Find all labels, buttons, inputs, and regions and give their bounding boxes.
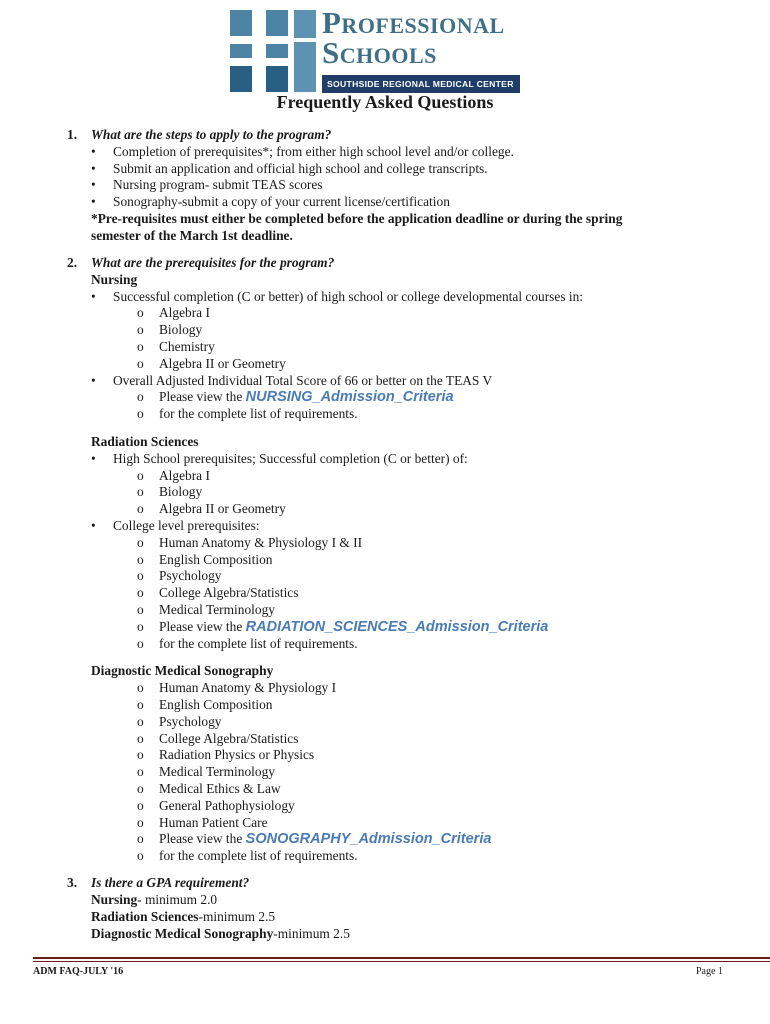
question-1 (55, 127, 695, 245)
list-item: • Overall Adjusted Individual Total Score of 66 or better on the TEAS V (91, 373, 695, 390)
logo-line-1: Professional (322, 5, 505, 40)
view-criteria-line: o Please view the RADIATION_SCIENCES_Admission_Criteria (137, 618, 549, 635)
view-criteria-suffix: o for the complete list of requirements. (137, 848, 358, 864)
course-item: o College Algebra/Statistics (137, 585, 299, 601)
list-item: • Nursing program- submit TEAS scores (91, 177, 695, 194)
faq-content (55, 127, 695, 943)
question-number: 1. (67, 127, 78, 142)
course-item: o Medical Terminology (137, 602, 275, 618)
course-item: o Human Anatomy & Physiology I (137, 680, 337, 696)
question-number: 2. (67, 255, 78, 271)
logo-wordmark (322, 5, 520, 93)
course-item: o Radiation Physics or Physics (137, 747, 315, 763)
prerequisite-note-continued: semester of the March 1st deadline. (91, 227, 293, 243)
course-item: o Biology (137, 484, 203, 500)
footer-page-number: Page 1 (696, 966, 723, 977)
course-item: o Psychology (137, 568, 222, 584)
course-item: o General Pathophysiology (137, 797, 295, 813)
footer-divider-thin (33, 961, 770, 962)
list-item: • Sonography-submit a copy of your current license/certification (91, 194, 695, 211)
logo (230, 5, 522, 94)
course-item: o Psychology (137, 713, 222, 729)
gpa-row: Radiation Sciences-minimum 2.5 (91, 909, 276, 925)
view-criteria-line: o Please view the SONOGRAPHY_Admission_Criteria (137, 831, 492, 848)
prerequisite-note: *Pre-requisites must either be completed before the application deadline or during the spring (91, 210, 623, 226)
gpa-row: Diagnostic Medical Sonography-minimum 2.5 (91, 925, 350, 941)
question-number: 3. (67, 875, 78, 891)
course-item: o Medical Ethics & Law (137, 780, 281, 796)
course-item: o Biology (137, 322, 203, 338)
section-heading-sonography: Diagnostic Medical Sonography (91, 663, 274, 679)
question-text: What are the steps to apply to the program? (91, 127, 332, 142)
question-3 (55, 875, 695, 942)
logo-cross-icon (230, 8, 318, 94)
sonography-criteria-link[interactable]: SONOGRAPHY_Admission_Criteria (245, 831, 492, 848)
list-item: • College level prerequisites: (91, 518, 695, 535)
course-item: o Medical Terminology (137, 764, 275, 780)
list-item: • Completion of prerequisites*; from either high school level and/or college. (91, 144, 695, 161)
logo-line-2: Schools (322, 35, 437, 70)
view-criteria-line: o Please view the NURSING_Admission_Criteria (137, 389, 454, 406)
radiation-criteria-link[interactable]: RADIATION_SCIENCES_Admission_Criteria (245, 618, 549, 635)
question-text: Is there a GPA requirement? (91, 875, 250, 891)
course-item: o Algebra II or Geometry (137, 355, 286, 371)
list-item: • High School prerequisites; Successful completion (C or better) of: (91, 451, 695, 468)
nursing-criteria-link[interactable]: NURSING_Admission_Criteria (245, 389, 454, 406)
gpa-row: Nursing- minimum 2.0 (91, 892, 218, 908)
section-heading-nursing: Nursing (91, 271, 138, 287)
section-heading-radiation: Radiation Sciences (91, 434, 199, 450)
course-item: o English Composition (137, 551, 273, 567)
course-item: o Human Patient Care (137, 814, 268, 830)
view-criteria-suffix: o for the complete list of requirements. (137, 406, 358, 422)
list-item: • Submit an application and official high school and college transcripts. (91, 161, 695, 178)
course-item: o Algebra I (137, 467, 210, 483)
course-item: o College Algebra/Statistics (137, 730, 299, 746)
course-item: o English Composition (137, 697, 273, 712)
page-title: Frequently Asked Questions (276, 92, 494, 112)
course-item: o Algebra II or Geometry (137, 501, 286, 517)
list-item: • Successful completion (C or better) of high school or college developmental courses in: (91, 289, 695, 306)
footer-doc-id: ADM FAQ-JULY '16 (33, 966, 124, 977)
course-item: o Chemistry (137, 339, 215, 355)
logo-band: SOUTHSIDE REGIONAL MEDICAL CENTER (322, 75, 520, 93)
question-2 (55, 255, 695, 865)
course-item: o Human Anatomy & Physiology I & II (137, 534, 363, 550)
view-criteria-suffix: o for the complete list of requirements. (137, 635, 358, 651)
course-item: o Algebra I (137, 305, 210, 321)
footer-divider (33, 957, 770, 959)
question-text: What are the prerequisites for the program? (91, 255, 335, 271)
